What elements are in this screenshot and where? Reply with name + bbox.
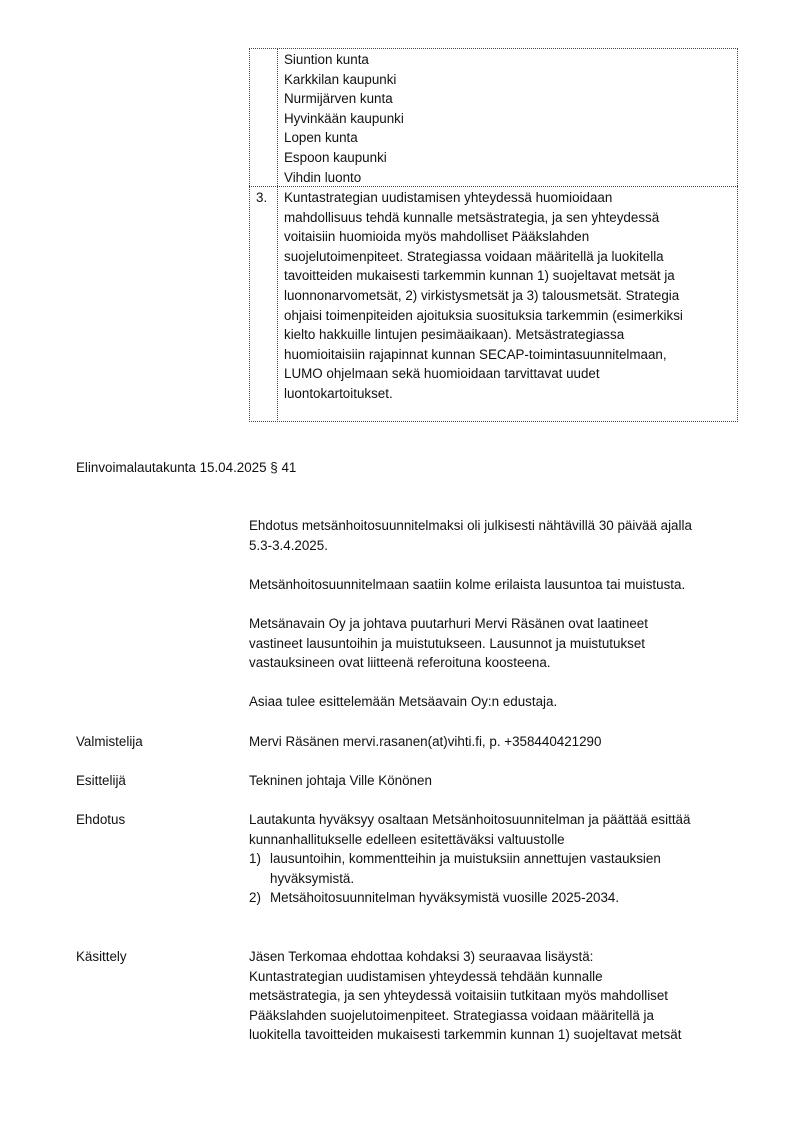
- intro-paragraph-1: [249, 516, 692, 555]
- table-row-1-line: Siuntion kunta: [284, 52, 369, 67]
- paragraph-line: Pääkslahden suojelutoimenpiteet. Strategiassa voidaan määritellä ja: [249, 1007, 654, 1023]
- paragraph-line: Metsänhoitosuunnitelmaan saatiin kolme erilaista lausuntoa tai muistusta.: [249, 577, 686, 592]
- paragraph-line: vastineet lausuntoihin ja muistutukseen. Lausunnot ja muistutukset: [249, 635, 646, 651]
- list-item-line: hyväksymistä.: [270, 870, 355, 886]
- paragraph-line: vastauksineen ovat liitteenä referoituna koosteena.: [249, 655, 551, 671]
- municipality-table: [249, 48, 738, 422]
- paragraph-line: Asiaa tulee esittelemään Metsäavain Oy:n edustaja.: [249, 694, 558, 709]
- table-row-1-line: Lopen kunta: [284, 130, 358, 146]
- valmistelija-value: Mervi Räsänen mervi.rasanen(at)vihti.fi, p. +358440421290: [249, 734, 602, 749]
- table-row-2-line: mahdollisuus tehdä kunnalle metsästrategia, ja sen yhteydessä: [284, 209, 660, 225]
- table-row-2-number: 3.: [256, 190, 268, 205]
- intro-paragraph-2: [249, 575, 685, 595]
- paragraph-line: Kuntastrategian uudistamisen yhteydessä tehdään kunnalle: [249, 968, 603, 984]
- paragraph-line: Lautakunta hyväksyy osaltaan Metsänhoitosuunnitelman ja päättää esittää: [249, 812, 691, 827]
- intro-paragraph-3: [249, 614, 648, 673]
- ehdotus-item-marker: 2): [249, 890, 261, 905]
- table-row-2-line: Kuntastrategian uudistamisen yhteydessä huomioidaan: [284, 190, 613, 205]
- paragraph-line: Metsänavain Oy ja johtava puutarhuri Mervi Räsänen ovat laatineet: [249, 616, 648, 631]
- table-row-2-line: kielto hakkuille lintujen pesimäaikaan). Metsästrategiassa: [284, 327, 625, 343]
- table-row-2-line: luonnonarvometsät, 2) virkistysmetsät ja 3) talousmetsät. Strategia: [284, 287, 680, 303]
- table-row-2-line: luontokartoitukset.: [284, 385, 393, 401]
- table-row-2-line: voitaisiin huomioida myös mahdolliset Pääkslahden: [284, 229, 590, 245]
- table-row-1-line: Karkkilan kaupunki: [284, 71, 397, 87]
- paragraph-line: 5.3-3.4.2025.: [249, 537, 328, 553]
- paragraph-line: luokitella tavoitteiden mukaisesti tarkemmin kunnan 1) suojeltavat metsät: [249, 1027, 682, 1043]
- paragraph-line: kunnanhallitukselle edelleen esitettäväksi valtuustolle: [249, 831, 565, 847]
- table-row-1-line: Nurmijärven kunta: [284, 91, 393, 107]
- valmistelija-label: Valmistelija: [76, 734, 143, 749]
- table-row-2-line: suojelutoimenpiteet. Strategiassa voidaan määritellä ja luokitella: [284, 248, 664, 264]
- table-row-1-cell: [284, 50, 404, 187]
- kasittely-label: Käsittely: [76, 949, 127, 964]
- table-row-1-line: Espoon kaupunki: [284, 149, 387, 165]
- table-row-1-line: Hyvinkään kaupunki: [284, 110, 404, 126]
- table-column-divider: [277, 48, 278, 422]
- paragraph-line: metsästrategia, ja sen yhteydessä voitaisiin tutkitaan myös mahdolliset: [249, 988, 669, 1004]
- table-row-1-line: Vihdin luonto: [284, 169, 362, 185]
- ehdotus-body: [249, 810, 739, 910]
- ehdotus-item-2: [270, 888, 619, 908]
- ehdotus-item-1: [270, 849, 661, 888]
- paragraph-line: Jäsen Terkomaa ehdottaa kohdaksi 3) seuraavaa lisäystä:: [249, 949, 594, 964]
- esittelija-label: Esittelijä: [76, 773, 126, 788]
- paragraph-line: Ehdotus metsänhoitosuunnitelmaksi oli julkisesti nähtävillä 30 päivää ajalla: [249, 518, 692, 533]
- kasittely-body: [249, 947, 681, 1045]
- meeting-heading: Elinvoimalautakunta 15.04.2025 § 41: [76, 460, 297, 475]
- list-item-line: Metsähoitosuunnitelman hyväksymistä vuosille 2025-2034.: [270, 890, 620, 905]
- table-row-2-line: tavoitteiden mukaisesti tarkemmin kunnan 1) suojeltavat metsät ja: [284, 268, 675, 284]
- list-item-line: lausuntoihin, kommentteihin ja muistuksiin annettujen vastauksien: [270, 851, 661, 866]
- ehdotus-item-marker: 1): [249, 851, 261, 866]
- table-row-2-cell: [284, 188, 683, 404]
- table-row-2-line: LUMO ohjelmaan sekä huomioidaan tarvittavat uudet: [284, 366, 600, 382]
- ehdotus-label: Ehdotus: [76, 812, 126, 827]
- esittelija-value: Tekninen johtaja Ville Könönen: [249, 773, 432, 788]
- table-row-2-line: huomioitaisiin rajapinnat kunnan SECAP-toimintasuunnitelmaan,: [284, 346, 667, 362]
- table-row-2-line: ohjaisi toimenpiteiden ajoituksia suosituksia tarkemmin (esimerkiksi: [284, 307, 683, 323]
- intro-paragraph-4: [249, 692, 557, 712]
